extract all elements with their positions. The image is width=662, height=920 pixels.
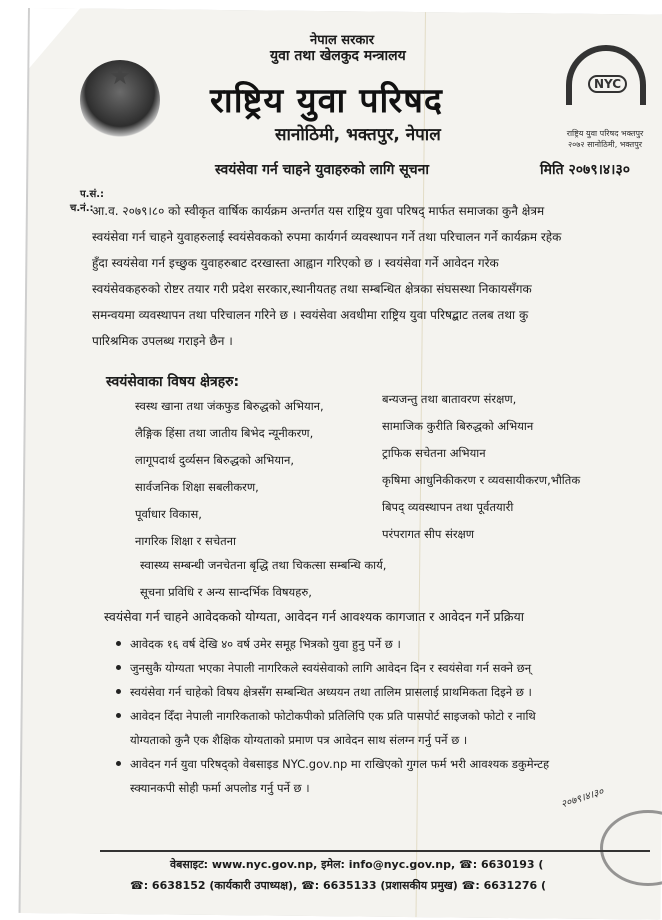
government-name: नेपाल सरकार	[310, 33, 375, 48]
areas-extra-list	[140, 552, 386, 606]
notice-date: मिति २०७९।४।३०	[540, 162, 631, 178]
dispatch-number-label: च.नं.:	[70, 203, 94, 214]
eligibility-list	[116, 632, 549, 800]
council-name: राष्ट्रिय युवा परिषद	[210, 81, 443, 121]
nyc-logo-subtext: राष्ट्रिय युवा परिषद भक्तपुर २०७२ सानोठिमी, भक्तपुर	[566, 129, 644, 149]
list-item	[116, 680, 549, 704]
list-item: कृषिमा आधुनिकीकरण र व्यवसायीकरण,भौतिक	[382, 473, 581, 487]
intro-line: हुँदा स्वयंसेवा गर्न इच्छुक युवाहरुबाट दरखास्ता आह्वान गरिएको छ । स्वयंसेवा गर्ने आवेदन गरेक	[92, 256, 499, 270]
list-item: परंपरागत सीप संरक्षण	[382, 527, 475, 541]
list-item: सार्वजनिक शिक्षा सबलीकरण,	[135, 480, 259, 494]
intro-line: पारिश्रमिक उपलब्ध गराइने छैन ।	[92, 334, 233, 348]
list-item: सामाजिक कुरीति बिरुद्धको अभियान	[382, 419, 534, 433]
bullet-text: जुनसुकै योग्यता भएका नेपाली नागरिकले स्वयंसेवाको लागि आवेदन दिन र स्वयंसेवा गर्न सक्ने छन्	[130, 661, 532, 675]
nepal-emblem-icon	[80, 60, 160, 140]
intro-line: स्वयंसेवा गर्न चाहने युवाहरुलाई स्वयंसेवकको रुपमा कार्यगर्न व्यवस्थापन गर्ने तथा परिचालन गर्ने कार्यक्रम रहेक	[92, 230, 562, 244]
bullet-text-continued: योग्यताको कुनै एक शैक्षिक योग्यताको प्रमाण पत्र आवेदन साथ संलग्न गर्नु पर्ने छ ।	[130, 733, 468, 747]
bullet-text-continued: स्क्यानकपी सोही फर्मा अपलोड गर्नु पर्ने छ ।	[130, 781, 310, 795]
nyc-logo-text: NYC	[588, 75, 627, 93]
council-address: सानोठिमी, भक्तपुर, नेपाल	[275, 125, 441, 145]
bullet-text: स्वयंसेवा गर्न चाहेको विषय क्षेत्रसँग सम्बन्धित अध्ययन तथा तालिम प्रासलाई प्राथमिकता दिइने छ ।	[130, 685, 532, 699]
areas-right-list	[382, 386, 580, 548]
bullet-icon	[116, 761, 121, 766]
eligibility-heading: स्वयंसेवा गर्न चाहने आवेदकको योग्यता, आवेदन गर्न आवश्यक कागजात र आवेदन गर्ने प्रक्रिया	[104, 609, 524, 624]
footer-divider	[100, 850, 650, 852]
folded-corner	[29, 8, 80, 69]
list-item: लैङ्गिक हिंसा तथा जातीय बिभेद न्यूनीकरण,	[135, 426, 314, 440]
notice-title: स्वयंसेवा गर्न चाहने युवाहरुको लागि सूचना	[215, 162, 430, 178]
intro-paragraph	[92, 198, 652, 354]
list-item: पूर्वाधार विकास,	[135, 507, 202, 521]
intro-line: समन्वयमा व्यवस्थापन तथा परिचालन गरिने छ । स्वयंसेवा अवधीमा राष्ट्रिय युवा परिषद्बाट तलब तथा कु	[92, 308, 529, 322]
nyc-logo	[562, 45, 650, 125]
intro-line: आ.व. २०७९।८० को स्वीकृत वार्षिक कार्यक्रम अन्तर्गत यस राष्ट्रिय युवा परिषद् मार्फत समाजका कुनै क्षेत्रम	[92, 204, 545, 218]
list-item: स्वास्थ्य सम्बन्धी जनचेतना बृद्धि तथा चिकत्सा सम्बन्धि कार्य,	[140, 558, 387, 572]
list-item	[116, 656, 549, 680]
list-item	[116, 632, 549, 656]
list-item	[116, 704, 549, 752]
footer-phone-line: ☎: 6638152 (कार्यकारी उपाध्यक्ष), ☎: 6635133 (प्रशासकीय प्रमुख) ☎: 6631276 (	[130, 879, 547, 892]
list-item: बिपद् व्यवस्थापन तथा पूर्वतयारी	[382, 500, 514, 514]
bullet-icon	[116, 641, 121, 646]
bullet-icon	[116, 713, 121, 718]
list-item: बन्यजन्तु तथा बातावरण संरक्षण,	[382, 392, 517, 406]
footer-contact-line: वेबसाइट: www.nyc.gov.np, इमेल: info@nyc.gov.np, ☎: 6630193 (	[170, 858, 544, 871]
areas-left-list	[135, 393, 324, 555]
bullet-text: आवेदक १६ वर्ष देखि ४० वर्ष उमेर समूह भित्रको युवा हुनु पर्ने छ ।	[130, 637, 401, 651]
list-item: लागूपदार्थ दुर्व्यसन बिरुद्धको अभियान,	[135, 453, 295, 467]
ministry-name: युवा तथा खेलकुद मन्त्रालय	[270, 48, 406, 64]
list-item: सूचना प्रविधि र अन्य सान्दर्भिक विषयहरु,	[140, 585, 312, 599]
bullet-text: आवेदन दिँदा नेपाली नागरिकताको फोटोकपीको प्रतिलिपि एक प्रति पासपोर्ट साइजको फोटो र नाथि	[130, 709, 536, 723]
handwritten-signature: २०७९।४।३०	[559, 786, 606, 811]
bullet-icon	[116, 665, 121, 670]
list-item: नागरिक शिक्षा र सचेतना	[135, 534, 237, 548]
list-item: स्वस्थ खाना तथा जंकफुड बिरुद्धको अभियान,	[135, 399, 324, 413]
bullet-text: आवेदन गर्न युवा परिषद्को वेबसाइड NYC.gov.np मा राखिएको गुगल फर्म भरी आवश्यक डकुमेन्टह	[130, 757, 550, 771]
list-item: ट्राफिक सचेतना अभियान	[382, 446, 486, 460]
areas-heading: स्वयंसेवाका विषय क्षेत्रहरु:	[106, 374, 240, 390]
list-item	[116, 752, 549, 800]
reference-number-label: प.सं.:	[80, 189, 105, 200]
star-icon	[110, 66, 130, 86]
bullet-icon	[116, 689, 121, 694]
intro-line: स्वयंसेवकहरुको रोष्टर तयार गरी प्रदेश सरकार,स्थानीयतह तथा सम्बन्धित क्षेत्रका संघसस्था निकायसँगक	[92, 282, 532, 296]
